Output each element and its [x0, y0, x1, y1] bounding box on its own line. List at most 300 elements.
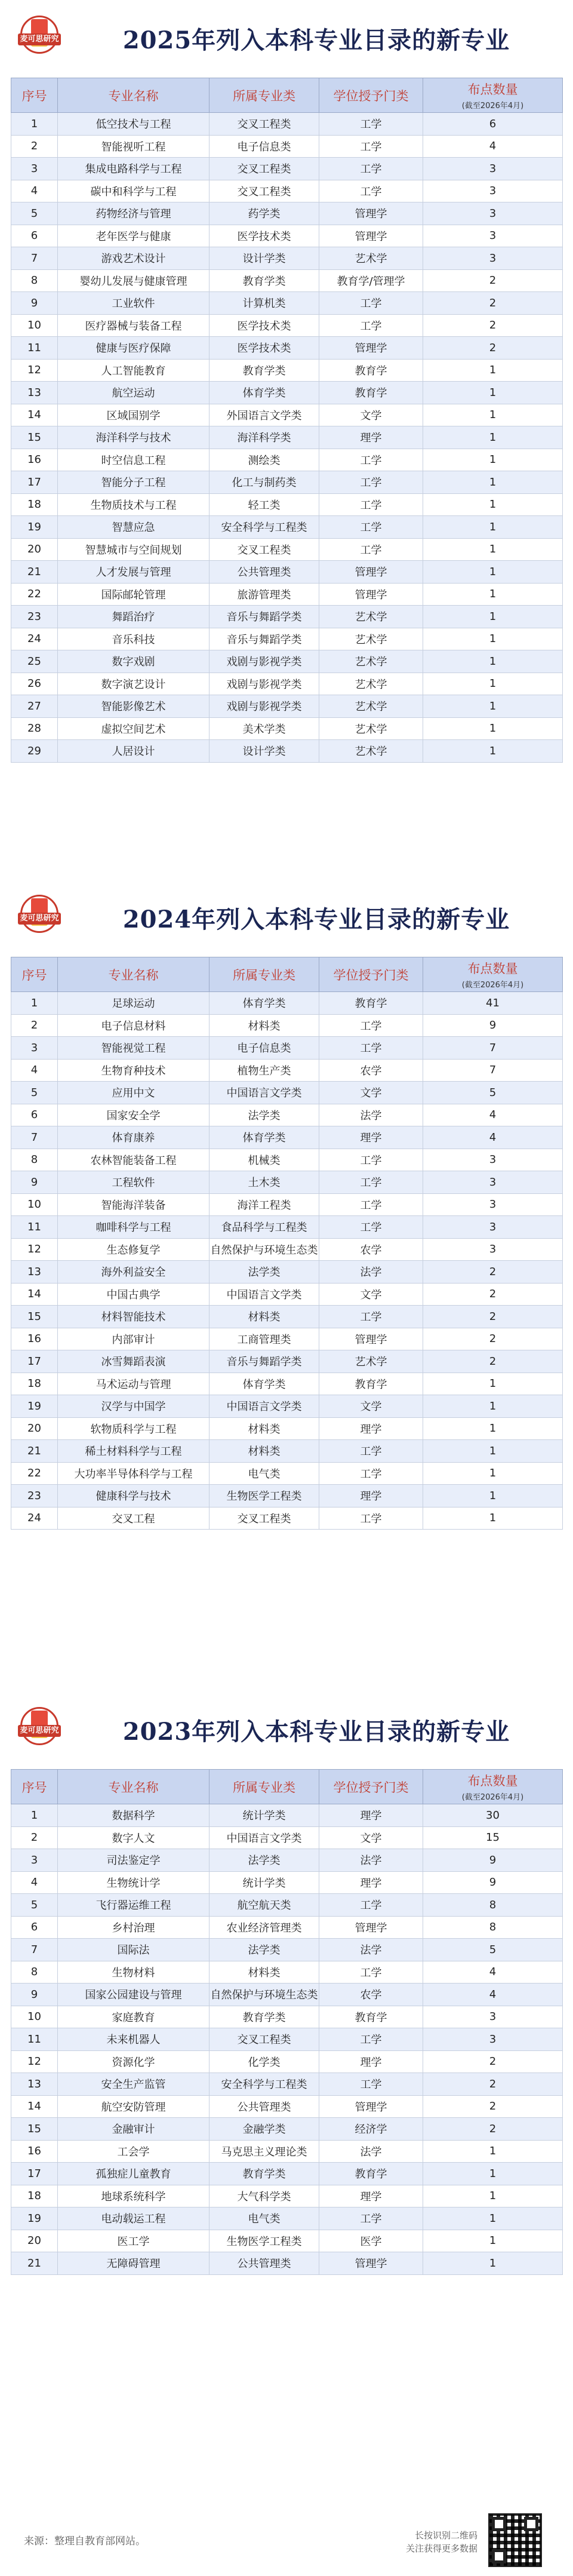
cell-category: 安全科学与工程类	[210, 516, 319, 539]
cell-count: 1	[423, 2252, 563, 2275]
cell-no: 4	[11, 180, 58, 202]
cell-no: 16	[11, 2140, 58, 2163]
cell-major-name: 体育康养	[58, 1126, 210, 1149]
logo-text: 麦可思研究	[18, 33, 61, 45]
cell-no: 8	[11, 1149, 58, 1171]
cell-major-name: 游戏艺术设计	[58, 247, 210, 270]
cell-count: 1	[423, 382, 563, 404]
cell-category: 设计学类	[210, 740, 319, 763]
cell-category: 音乐与舞蹈学类	[210, 606, 319, 628]
cell-count: 4	[423, 1104, 563, 1126]
cell-major-name: 健康与医疗保障	[58, 337, 210, 360]
section-header	[0, 0, 573, 78]
header-category: 所属专业类	[210, 78, 319, 113]
cell-degree: 工学	[319, 158, 423, 180]
cell-category: 海洋工程类	[210, 1193, 319, 1216]
cell-degree: 教育学	[319, 2163, 423, 2185]
cell-degree: 艺术学	[319, 247, 423, 270]
cell-count: 1	[423, 628, 563, 650]
table-row	[11, 2073, 563, 2096]
cell-category: 农业经济管理类	[210, 1916, 319, 1939]
cell-category: 戏剧与影视学类	[210, 695, 319, 718]
cell-no: 27	[11, 695, 58, 718]
cell-no: 2	[11, 1014, 58, 1037]
cell-major-name: 中国古典学	[58, 1283, 210, 1306]
cell-no: 5	[11, 202, 58, 225]
cell-major-name: 工业软件	[58, 292, 210, 315]
cell-degree: 教育学	[319, 2006, 423, 2028]
majors-table	[11, 957, 563, 1530]
table-row	[11, 1328, 563, 1350]
cell-major-name: 汉学与中国学	[58, 1395, 210, 1418]
table-row	[11, 404, 563, 426]
cell-degree: 管理学	[319, 337, 423, 360]
cell-category: 体育学类	[210, 992, 319, 1015]
table-row	[11, 2140, 563, 2163]
cell-major-name: 区域国别学	[58, 404, 210, 426]
cell-category: 戏剧与影视学类	[210, 650, 319, 673]
table-row	[11, 2163, 563, 2185]
cell-count: 1	[423, 2207, 563, 2230]
cell-major-name: 司法鉴定学	[58, 1849, 210, 1872]
header-count-note: (截至2026年4月)	[461, 102, 524, 110]
cell-no: 9	[11, 1171, 58, 1194]
table-row	[11, 449, 563, 471]
cell-degree: 工学	[319, 1440, 423, 1463]
cell-category: 土木类	[210, 1171, 319, 1194]
cell-major-name: 国际邮轮管理	[58, 583, 210, 606]
cell-count: 1	[423, 516, 563, 539]
cell-degree: 管理学	[319, 561, 423, 584]
qr-caption-line2: 关注获得更多数据	[405, 2543, 478, 2554]
cell-count: 2	[423, 337, 563, 360]
cell-no: 14	[11, 2095, 58, 2118]
cell-category: 材料类	[210, 1014, 319, 1037]
cell-category: 生物医学工程类	[210, 1485, 319, 1507]
cell-count: 1	[423, 1462, 563, 1485]
cell-major-name: 交叉工程	[58, 1507, 210, 1530]
table-row	[11, 1283, 563, 1306]
cell-count: 3	[423, 1171, 563, 1194]
header-name: 专业名称	[58, 957, 210, 992]
cell-no: 29	[11, 740, 58, 763]
header-category: 所属专业类	[210, 1770, 319, 1804]
cell-major-name: 飞行器运维工程	[58, 1894, 210, 1917]
cell-no: 8	[11, 269, 58, 292]
table-row	[11, 695, 563, 718]
cell-degree: 管理学	[319, 2252, 423, 2275]
table-header-row	[11, 78, 563, 113]
cell-major-name: 智慧应急	[58, 516, 210, 539]
cell-category: 医学技术类	[210, 314, 319, 337]
header-count-note: (截至2026年4月)	[461, 1793, 524, 1802]
cell-major-name: 海外利益安全	[58, 1261, 210, 1284]
cell-no: 14	[11, 1283, 58, 1306]
cell-degree: 文学	[319, 1082, 423, 1104]
cell-degree: 工学	[319, 180, 423, 202]
cell-count: 3	[423, 158, 563, 180]
cell-no: 22	[11, 1462, 58, 1485]
cell-degree: 理学	[319, 1871, 423, 1894]
cell-no: 25	[11, 650, 58, 673]
cell-degree: 工学	[319, 2028, 423, 2051]
cell-major-name: 低空技术与工程	[58, 113, 210, 136]
cell-degree: 艺术学	[319, 695, 423, 718]
cell-major-name: 碳中和科学与工程	[58, 180, 210, 202]
cell-no: 23	[11, 1485, 58, 1507]
cell-major-name: 电动载运工程	[58, 2207, 210, 2230]
cell-no: 18	[11, 493, 58, 516]
cell-degree: 理学	[319, 1485, 423, 1507]
header-count-label: 布点数量	[467, 82, 518, 97]
cell-major-name: 生物统计学	[58, 1871, 210, 1894]
cell-major-name: 老年医学与健康	[58, 225, 210, 247]
table-header-row	[11, 957, 563, 992]
cell-degree: 工学	[319, 471, 423, 494]
cell-major-name: 未来机器人	[58, 2028, 210, 2051]
table-row	[11, 1485, 563, 1507]
table-row	[11, 740, 563, 763]
cell-degree: 工学	[319, 449, 423, 471]
table-row	[11, 1261, 563, 1284]
cell-count: 2	[423, 1328, 563, 1350]
table-row	[11, 2006, 563, 2028]
cell-category: 交叉工程类	[210, 158, 319, 180]
cell-degree: 教育学	[319, 992, 423, 1015]
cell-major-name: 冰雪舞蹈表演	[58, 1350, 210, 1373]
cell-major-name: 海洋科学与技术	[58, 426, 210, 449]
cell-degree: 教育学	[319, 382, 423, 404]
cell-no: 4	[11, 1871, 58, 1894]
section-header	[0, 879, 573, 957]
header-count-note: (截至2026年4月)	[461, 981, 524, 990]
table-row	[11, 2207, 563, 2230]
table-row	[11, 2028, 563, 2051]
cell-major-name: 家庭教育	[58, 2006, 210, 2028]
cell-category: 法学类	[210, 1939, 319, 1961]
cell-no: 1	[11, 113, 58, 136]
table-row	[11, 1104, 563, 1126]
cell-no: 9	[11, 1984, 58, 2006]
cell-major-name: 智能海洋装备	[58, 1193, 210, 1216]
cell-category: 交叉工程类	[210, 180, 319, 202]
cell-category: 体育学类	[210, 1373, 319, 1395]
cell-no: 22	[11, 583, 58, 606]
cell-degree: 理学	[319, 2185, 423, 2207]
cell-category: 自然保护与环境生态类	[210, 1984, 319, 2006]
cell-count: 4	[423, 135, 563, 158]
table-row	[11, 1395, 563, 1418]
cell-no: 10	[11, 2006, 58, 2028]
cell-major-name: 人工智能教育	[58, 359, 210, 382]
cell-count: 2	[423, 1283, 563, 1306]
table-row	[11, 516, 563, 539]
table-row	[11, 1082, 563, 1104]
cell-category: 安全科学与工程类	[210, 2073, 319, 2096]
cell-count: 1	[423, 2230, 563, 2252]
cell-category: 教育学类	[210, 2006, 319, 2028]
cell-major-name: 音乐科技	[58, 628, 210, 650]
cell-degree: 工学	[319, 135, 423, 158]
cell-major-name: 工会学	[58, 2140, 210, 2163]
cell-no: 2	[11, 1826, 58, 1849]
cell-degree: 工学	[319, 493, 423, 516]
cell-degree: 工学	[319, 1961, 423, 1984]
table-row	[11, 1804, 563, 1827]
cell-category: 公共管理类	[210, 2095, 319, 2118]
header-count	[423, 957, 563, 992]
cell-category: 音乐与舞蹈学类	[210, 1350, 319, 1373]
majors-table	[11, 1769, 563, 2275]
table-row	[11, 225, 563, 247]
cell-count: 2	[423, 2050, 563, 2073]
header-degree: 学位授予门类	[319, 1770, 423, 1804]
cell-no: 20	[11, 2230, 58, 2252]
cell-count: 1	[423, 673, 563, 695]
cell-category: 设计学类	[210, 247, 319, 270]
cell-major-name: 智能分子工程	[58, 471, 210, 494]
cell-no: 15	[11, 426, 58, 449]
cell-no: 7	[11, 1939, 58, 1961]
table-row	[11, 1916, 563, 1939]
cell-degree: 工学	[319, 1037, 423, 1060]
cell-no: 10	[11, 1193, 58, 1216]
cell-count: 3	[423, 1193, 563, 1216]
cell-degree: 工学	[319, 1894, 423, 1917]
section-header	[0, 1691, 573, 1769]
cell-count: 2	[423, 1350, 563, 1373]
cell-count: 2	[423, 292, 563, 315]
cell-degree: 艺术学	[319, 673, 423, 695]
cell-major-name: 智能视觉工程	[58, 1037, 210, 1060]
cell-no: 2	[11, 135, 58, 158]
cell-major-name: 生态修复学	[58, 1238, 210, 1261]
cell-major-name: 咖啡科学与工程	[58, 1216, 210, 1239]
cell-category: 教育学类	[210, 2163, 319, 2185]
table-row	[11, 1014, 563, 1037]
cell-no: 4	[11, 1059, 58, 1082]
cell-category: 法学类	[210, 1261, 319, 1284]
cell-degree: 工学	[319, 2073, 423, 2096]
logo-icon	[20, 1707, 58, 1754]
cell-major-name: 药物经济与管理	[58, 202, 210, 225]
cell-degree: 艺术学	[319, 650, 423, 673]
cell-count: 7	[423, 1037, 563, 1060]
table-row	[11, 2230, 563, 2252]
cell-degree: 文学	[319, 404, 423, 426]
table-row	[11, 247, 563, 270]
cell-category: 体育学类	[210, 382, 319, 404]
table-row	[11, 1306, 563, 1328]
cell-category: 轻工类	[210, 493, 319, 516]
cell-count: 1	[423, 695, 563, 718]
cell-no: 3	[11, 1849, 58, 1872]
cell-category: 食品科学与工程类	[210, 1216, 319, 1239]
table-row	[11, 1149, 563, 1171]
cell-category: 中国语言文学类	[210, 1082, 319, 1104]
cell-degree: 工学	[319, 2207, 423, 2230]
cell-no: 21	[11, 2252, 58, 2275]
table-row	[11, 717, 563, 740]
cell-major-name: 大功率半导体科学与工程	[58, 1462, 210, 1485]
cell-degree: 工学	[319, 1193, 423, 1216]
cell-category: 交叉工程类	[210, 538, 319, 561]
cell-major-name: 孤独症儿童教育	[58, 2163, 210, 2185]
cell-no: 7	[11, 1126, 58, 1149]
cell-category: 医学技术类	[210, 337, 319, 360]
table-row	[11, 1984, 563, 2006]
cell-category: 体育学类	[210, 1126, 319, 1149]
cell-no: 21	[11, 561, 58, 584]
source-note: 来源：整理自教育部网站。	[24, 2535, 146, 2547]
cell-degree: 工学	[319, 1014, 423, 1037]
cell-major-name: 数据科学	[58, 1804, 210, 1827]
table-row	[11, 650, 563, 673]
cell-count: 2	[423, 2073, 563, 2096]
cell-no: 3	[11, 158, 58, 180]
cell-degree: 工学	[319, 314, 423, 337]
table-row	[11, 1871, 563, 1894]
cell-count: 3	[423, 1149, 563, 1171]
cell-count: 1	[423, 2163, 563, 2185]
cell-no: 17	[11, 471, 58, 494]
cell-count: 1	[423, 449, 563, 471]
cell-count: 7	[423, 1059, 563, 1082]
cell-count: 2	[423, 314, 563, 337]
cell-count: 1	[423, 1417, 563, 1440]
cell-count: 1	[423, 2140, 563, 2163]
cell-degree: 工学	[319, 1216, 423, 1239]
cell-no: 17	[11, 2163, 58, 2185]
cell-count: 3	[423, 202, 563, 225]
cell-degree: 艺术学	[319, 740, 423, 763]
cell-no: 20	[11, 1417, 58, 1440]
cell-degree: 法学	[319, 1849, 423, 1872]
cell-category: 电气类	[210, 1462, 319, 1485]
header-count	[423, 78, 563, 113]
cell-category: 交叉工程类	[210, 2028, 319, 2051]
cell-major-name: 虚拟空间艺术	[58, 717, 210, 740]
cell-category: 统计学类	[210, 1804, 319, 1827]
cell-category: 戏剧与影视学类	[210, 673, 319, 695]
logo-text: 麦可思研究	[18, 1725, 61, 1737]
cell-category: 音乐与舞蹈学类	[210, 628, 319, 650]
logo-icon	[20, 895, 58, 941]
cell-no: 7	[11, 247, 58, 270]
cell-category: 电子信息类	[210, 1037, 319, 1060]
cell-no: 28	[11, 717, 58, 740]
table-row	[11, 1507, 563, 1530]
table-row	[11, 158, 563, 180]
cell-no: 6	[11, 1104, 58, 1126]
table-row	[11, 2252, 563, 2275]
cell-category: 教育学类	[210, 269, 319, 292]
cell-no: 18	[11, 1373, 58, 1395]
cell-count: 1	[423, 583, 563, 606]
cell-major-name: 内部审计	[58, 1328, 210, 1350]
cell-degree: 工学	[319, 1306, 423, 1328]
table-row	[11, 292, 563, 315]
cell-category: 化学类	[210, 2050, 319, 2073]
cell-no: 12	[11, 2050, 58, 2073]
cell-major-name: 应用中文	[58, 1082, 210, 1104]
logo-text: 麦可思研究	[18, 913, 61, 925]
cell-major-name: 人才发展与管理	[58, 561, 210, 584]
cell-category: 测绘类	[210, 449, 319, 471]
section-title: 2024年列入本科专业目录的新专业	[122, 905, 510, 934]
cell-degree: 艺术学	[319, 717, 423, 740]
cell-no: 12	[11, 1238, 58, 1261]
cell-category: 美术学类	[210, 717, 319, 740]
header-no: 序号	[11, 957, 58, 992]
cell-no: 26	[11, 673, 58, 695]
cell-major-name: 生物质技术与工程	[58, 493, 210, 516]
cell-degree: 教育学/管理学	[319, 269, 423, 292]
cell-count: 3	[423, 2028, 563, 2051]
cell-category: 生物医学工程类	[210, 2230, 319, 2252]
table-row	[11, 992, 563, 1015]
table-row	[11, 1849, 563, 1872]
cell-count: 3	[423, 1216, 563, 1239]
cell-count: 1	[423, 650, 563, 673]
cell-degree: 经济学	[319, 2118, 423, 2141]
table-row	[11, 493, 563, 516]
cell-major-name: 工程软件	[58, 1171, 210, 1194]
table-row	[11, 471, 563, 494]
cell-category: 工商管理类	[210, 1328, 319, 1350]
cell-major-name: 材料智能技术	[58, 1306, 210, 1328]
header-no: 序号	[11, 1770, 58, 1804]
cell-major-name: 数字人文	[58, 1826, 210, 1849]
cell-degree: 管理学	[319, 202, 423, 225]
cell-category: 交叉工程类	[210, 113, 319, 136]
cell-major-name: 集成电路科学与工程	[58, 158, 210, 180]
cell-count: 41	[423, 992, 563, 1015]
cell-major-name: 航空安防管理	[58, 2095, 210, 2118]
cell-degree: 法学	[319, 1104, 423, 1126]
cell-category: 中国语言文学类	[210, 1283, 319, 1306]
cell-count: 4	[423, 1961, 563, 1984]
logo-icon	[20, 16, 58, 62]
cell-major-name: 数字演艺设计	[58, 673, 210, 695]
cell-no: 17	[11, 1350, 58, 1373]
cell-no: 13	[11, 1261, 58, 1284]
cell-degree: 农学	[319, 1059, 423, 1082]
cell-category: 医学技术类	[210, 225, 319, 247]
cell-degree: 工学	[319, 538, 423, 561]
qr-caption-line1: 长按识别二维码	[414, 2530, 478, 2541]
cell-no: 6	[11, 1916, 58, 1939]
cell-no: 12	[11, 359, 58, 382]
table-row	[11, 1037, 563, 1060]
cell-count: 8	[423, 1894, 563, 1917]
cell-count: 2	[423, 1261, 563, 1284]
table-row	[11, 2050, 563, 2073]
cell-count: 1	[423, 740, 563, 763]
table-section	[0, 0, 573, 763]
table-row	[11, 583, 563, 606]
cell-category: 航空航天类	[210, 1894, 319, 1917]
table-row	[11, 359, 563, 382]
cell-major-name: 健康科学与技术	[58, 1485, 210, 1507]
cell-major-name: 地球系统科学	[58, 2185, 210, 2207]
cell-category: 植物生产类	[210, 1059, 319, 1082]
table-row	[11, 202, 563, 225]
cell-count: 1	[423, 1440, 563, 1463]
table-row	[11, 561, 563, 584]
cell-no: 18	[11, 2185, 58, 2207]
cell-category: 电气类	[210, 2207, 319, 2230]
